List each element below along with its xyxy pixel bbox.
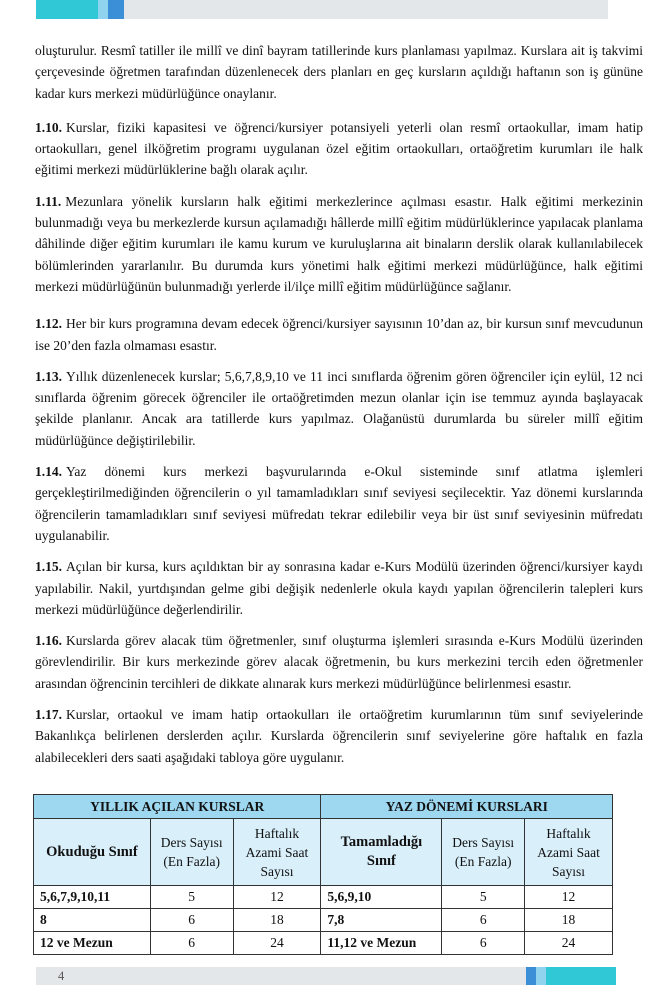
yearly-courses-title: YILLIK AÇILAN KURSLAR [34,795,321,819]
summer-hours-cell: 18 [525,909,613,932]
item-text: Yaz dönemi kurs merkezi başvurularında e-Okul sisteminde sınıf atlatma işlemleri gerçekleştirilmediğinden öğrencilerin o yıl tamamladıkları sınıf seviyesi seçilecektir. Yaz dönemi kurslarında öğrencilerin tamamladıkları sınıf seviyesi müfredatı tekrar edilebilir veya bir üst sınıf seviyesinin müfredatı uygulanabilir. [35,464,643,543]
summer-lessons-cell: 6 [442,932,525,955]
item-text: Yıllık düzenlenecek kurslar; 5,6,7,8,9,10 ve 11 inci sınıflarda öğrenim gören öğrenciler için eylül, 12 nci sınıflarda öğrenim görecek öğrenciler ile ortaöğretimden mezun olanlar için ise temmuz ayında başlayacak şekilde planlanır. Ancak ara tatillerde kurs yapılmaz. Olağanüstü durumlarda bu süreler millî eğitim müdürlüğünce değiştirilebilir. [35,368,643,448]
col-header-lessons: Ders Sayısı (En Fazla) [150,819,233,886]
col-header-lessons: Ders Sayısı (En Fazla) [442,819,525,886]
col-header-hours: Haftalık Azami Saat Sayısı [233,819,321,886]
yearly-hours-cell: 12 [233,886,321,909]
summer-hours-cell: 12 [525,886,613,909]
footer-decor-lightblue [536,967,546,985]
table-header-row [34,819,613,886]
item-number: 1.15. [35,559,62,575]
header-decor-lightblue [98,0,108,19]
yearly-class-cell: 12 ve Mezun [34,932,151,955]
yearly-class-cell: 5,6,7,9,10,11 [34,886,151,909]
item-1-11 [35,191,643,297]
item-number: 1.14. [35,464,62,480]
item-1-16 [35,630,643,694]
col-header-class: Okuduğu Sınıf [34,819,151,886]
col-header-completed-class: Tamamladığı Sınıf [321,819,442,886]
summer-class-cell: 7,8 [321,909,442,932]
item-1-17 [35,704,643,768]
item-text: Açılan bir kursa, kurs açıldıktan bir ay sonrasına kadar e-Kurs Modülü üzerinden öğrenci/kursiyer kaydı yapılabilir. Nakil, yurtdışından gelme gibi değişik nedenlerle okula kaydı yapılan öğrencilerin talepleri kurs merkezi müdürlüğünce değerlendirilir. [35,559,643,617]
table-row [34,909,613,932]
footer-decor-bar [36,967,616,985]
yearly-lessons-cell: 6 [150,932,233,955]
summer-class-cell: 11,12 ve Mezun [321,932,442,955]
item-1-10 [35,117,643,181]
summer-class-cell: 5,6,9,10 [321,886,442,909]
footer-decor-cyan [546,967,616,985]
item-number: 1.16. [35,633,62,649]
item-text: Kurslarda görev alacak tüm öğretmenler, sınıf oluşturma işlemleri sırasında e-Kurs Modülü üzerinden görevlendirilir. Bir kurs merkezinde görev alacak öğretmenin, bu kurs merkezini tercih eden öğretmenler arasından öğrencinin tercihleri de dikkate alınarak kurs merkezi müdürlüğünce belirlenmesi esastır. [35,633,643,691]
intro-paragraph: oluşturulur. Resmî tatiller ile millî ve dinî bayram tatillerinde kurs planlaması yapılmaz. Kurslara ait iş takvimi çerçevesinde öğretmen tarafından düzenlenecek ders planları en geç kursların açıldığı haftanın son iş gününe kadar kurs merkezi müdürlüğünce onaylanır. [35,43,643,101]
yearly-hours-cell: 24 [233,932,321,955]
footer-decor-blue [526,967,536,985]
document-body [35,40,643,778]
item-number: 1.11. [35,193,62,209]
item-text: Kurslar, ortaokul ve imam hatip ortaokulları ile ortaöğretim kurumlarının tüm sınıf seviyelerinde Bakanlıkça belirlenen derslerden açılır. Kurslarda öğrencilerin sınıf seviyelerine göre haftalık en fazla alabilecekleri ders saati aşağıdaki tabloya göre uygulanır. [35,707,643,765]
item-1-14 [35,461,643,546]
yearly-lessons-cell: 6 [150,909,233,932]
item-1-13 [35,366,643,451]
item-number: 1.13. [35,368,62,384]
header-decor-gray [124,0,608,19]
header-decor-cyan [36,0,98,19]
table-title-row [34,795,613,819]
summer-courses-title: YAZ DÖNEMİ KURSLARI [321,795,613,819]
yearly-lessons-cell: 5 [150,886,233,909]
summer-lessons-cell: 6 [442,909,525,932]
item-text: Kurslar, fiziki kapasitesi ve öğrenci/kursiyer potansiyeli yeterli olan resmî ortaokullar, imam hatip ortaokulları, genel ilköğretim programı uygulanan özel eğitim ortaokulları, ortaöğretim kurumları ile halk eğitimi merkezi müdürlüklerine bağlı olarak açılır. [35,119,643,178]
header-decor-bar [36,0,608,19]
yearly-hours-cell: 18 [233,909,321,932]
summer-hours-cell: 24 [525,932,613,955]
col-header-hours: Haftalık Azami Saat Sayısı [525,819,613,886]
item-number: 1.10. [35,119,62,135]
summer-lessons-cell: 5 [442,886,525,909]
item-number: 1.12. [35,316,62,332]
item-1-15 [35,556,643,620]
page-number: 4 [58,969,65,983]
table-row [34,886,613,909]
header-decor-blue [108,0,124,19]
table-row [34,932,613,955]
item-text: Mezunlara yönelik kursların halk eğitimi merkezlerince açılması esastır. Halk eğitimi merkezinin bulunmadığı veya bu merkezlerde kursun açılamadığı hâllerde millî eğitim müdürlüklerince yapılacak planlama dâhilinde diğer eğitim kurumları ile kamu kurum ve kuruluşlarına ait binaların derslik olarak kullanılabilecek bölümlerinden yararlanılır. Bu durumda kurs yönetimi halk eğitimi merkezi müdürlüğünce, halk eğitimi merkezi müdürlüğünün bulunmadığı yerlerde il/ilçe millî eğitim müdürlüğünce sağlanır. [35,193,643,294]
course-hours-table [33,794,613,955]
item-1-12 [35,313,643,356]
item-number: 1.17. [35,707,62,723]
item-text: Her bir kurs programına devam edecek öğrenci/kursiyer sayısının 10’dan az, bir kursun sınıf mevcudunun ise 20’den fazla olmaması esastır. [35,316,643,353]
yearly-class-cell: 8 [34,909,151,932]
footer-decor-gray [36,967,526,985]
